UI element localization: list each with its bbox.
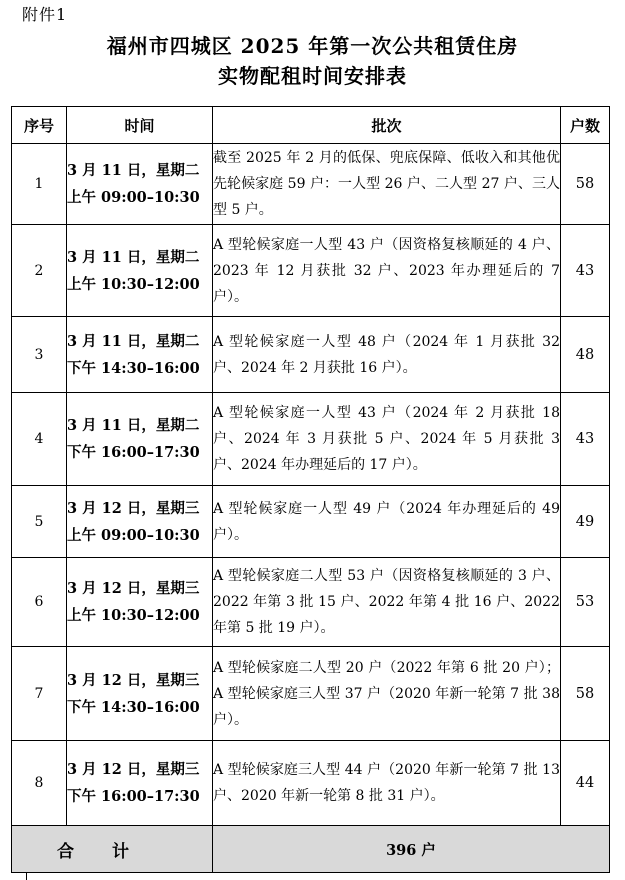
row-batch: A 型轮候家庭一人型 49 户（2024 年办理延后的 49 户）。 [213, 486, 561, 558]
row-batch: A 型轮候家庭二人型 20 户（2022 年第 6 批 20 户）；A 型轮候家庭三人型 37 户（2020 年新一轮第 7 批 38 户）。 [213, 647, 561, 741]
total-value: 396 户 [213, 826, 610, 873]
row-date: 3 月 12 日，星期三 [67, 580, 200, 597]
row-date: 3 月 11 日，星期二 [67, 417, 200, 434]
row-time [67, 741, 213, 826]
row-time [67, 317, 213, 393]
row-count: 53 [561, 558, 610, 647]
row-seq: 4 [12, 393, 67, 486]
table-header-row [12, 107, 610, 144]
row-batch: 截至 2025 年 2 月的低保、兜底保障、低收入和其他优先轮候家庭 59 户：一人型 26 户、二人型 27 户、三人型 5 户。 [213, 144, 561, 225]
row-batch: A 型轮候家庭三人型 44 户（2020 年新一轮第 7 批 13 户、2020 年新一轮第 8 批 31 户）。 [213, 741, 561, 826]
row-slot: 下午 16:00–17:30 [67, 788, 200, 805]
table-row [12, 647, 610, 741]
document-title-line-1: 福州市四城区 2025 年第一次公共租赁住房 [106, 34, 519, 58]
total-row [12, 826, 610, 873]
row-slot: 上午 09:00–10:30 [67, 189, 200, 206]
row-count: 43 [561, 393, 610, 486]
row-seq: 5 [12, 486, 67, 558]
row-count: 43 [561, 225, 610, 317]
row-date: 3 月 12 日，星期三 [67, 761, 200, 778]
row-date: 3 月 11 日，星期二 [67, 162, 200, 179]
row-seq: 2 [12, 225, 67, 317]
row-seq: 8 [12, 741, 67, 826]
header-seq: 序号 [12, 107, 67, 144]
table-row [12, 558, 610, 647]
header-time: 时间 [67, 107, 213, 144]
row-seq: 1 [12, 144, 67, 225]
row-slot: 上午 10:30–12:00 [67, 275, 200, 293]
row-time [67, 558, 213, 647]
row-time [67, 647, 213, 741]
row-date: 3 月 11 日，星期二 [67, 248, 200, 266]
table-row [12, 486, 610, 558]
row-seq: 6 [12, 558, 67, 647]
row-time [67, 144, 213, 225]
row-slot: 下午 16:00–17:30 [67, 444, 200, 461]
attachment-label: 附件1 [22, 5, 68, 24]
row-date: 3 月 12 日，星期三 [67, 499, 200, 517]
table-row [12, 741, 610, 826]
row-time [67, 393, 213, 486]
row-batch: A 型轮候家庭一人型 48 户（2024 年 1 月获批 32 户、2024 年 2 月获批 16 户）。 [213, 317, 561, 393]
row-count: 58 [561, 647, 610, 741]
row-count: 58 [561, 144, 610, 225]
row-count: 44 [561, 741, 610, 826]
table-row [12, 225, 610, 317]
row-count: 48 [561, 317, 610, 393]
table-row [12, 317, 610, 393]
row-time [67, 225, 213, 317]
row-time [67, 486, 213, 558]
row-seq: 3 [12, 317, 67, 393]
header-count: 户数 [561, 107, 610, 144]
row-slot: 下午 14:30–16:00 [67, 359, 200, 377]
row-seq: 7 [12, 647, 67, 741]
row-slot: 上午 10:30–12:00 [67, 607, 200, 624]
row-slot: 上午 09:00–10:30 [67, 526, 200, 544]
row-date: 3 月 12 日，星期三 [67, 671, 200, 689]
table-row [12, 393, 610, 486]
row-batch: A 型轮候家庭一人型 43 户（2024 年 2 月获批 18 户、2024 年 3 月获批 5 户、2024 年 5 月获批 3 户、2024 年办理延后的 17 户）。 [213, 393, 561, 486]
row-count: 49 [561, 486, 610, 558]
page-footer-mark [26, 873, 27, 880]
schedule-table [11, 106, 610, 873]
row-batch: A 型轮候家庭一人型 43 户（因资格复核顺延的 4 户、2023 年 12 月获批 32 户、2023 年办理延后的 7 户）。 [213, 225, 561, 317]
document-title-line-2: 实物配租时间安排表 [218, 64, 407, 88]
table-row [12, 144, 610, 225]
total-label: 合计 [12, 826, 213, 873]
header-batch: 批次 [213, 107, 561, 144]
row-slot: 下午 14:30–16:00 [67, 698, 200, 716]
row-date: 3 月 11 日，星期二 [67, 332, 200, 350]
row-batch: A 型轮候家庭二人型 53 户（因资格复核顺延的 3 户、2022 年第 3 批 15 户、2022 年第 4 批 16 户、2022 年第 5 批 19 户）。 [213, 558, 561, 647]
